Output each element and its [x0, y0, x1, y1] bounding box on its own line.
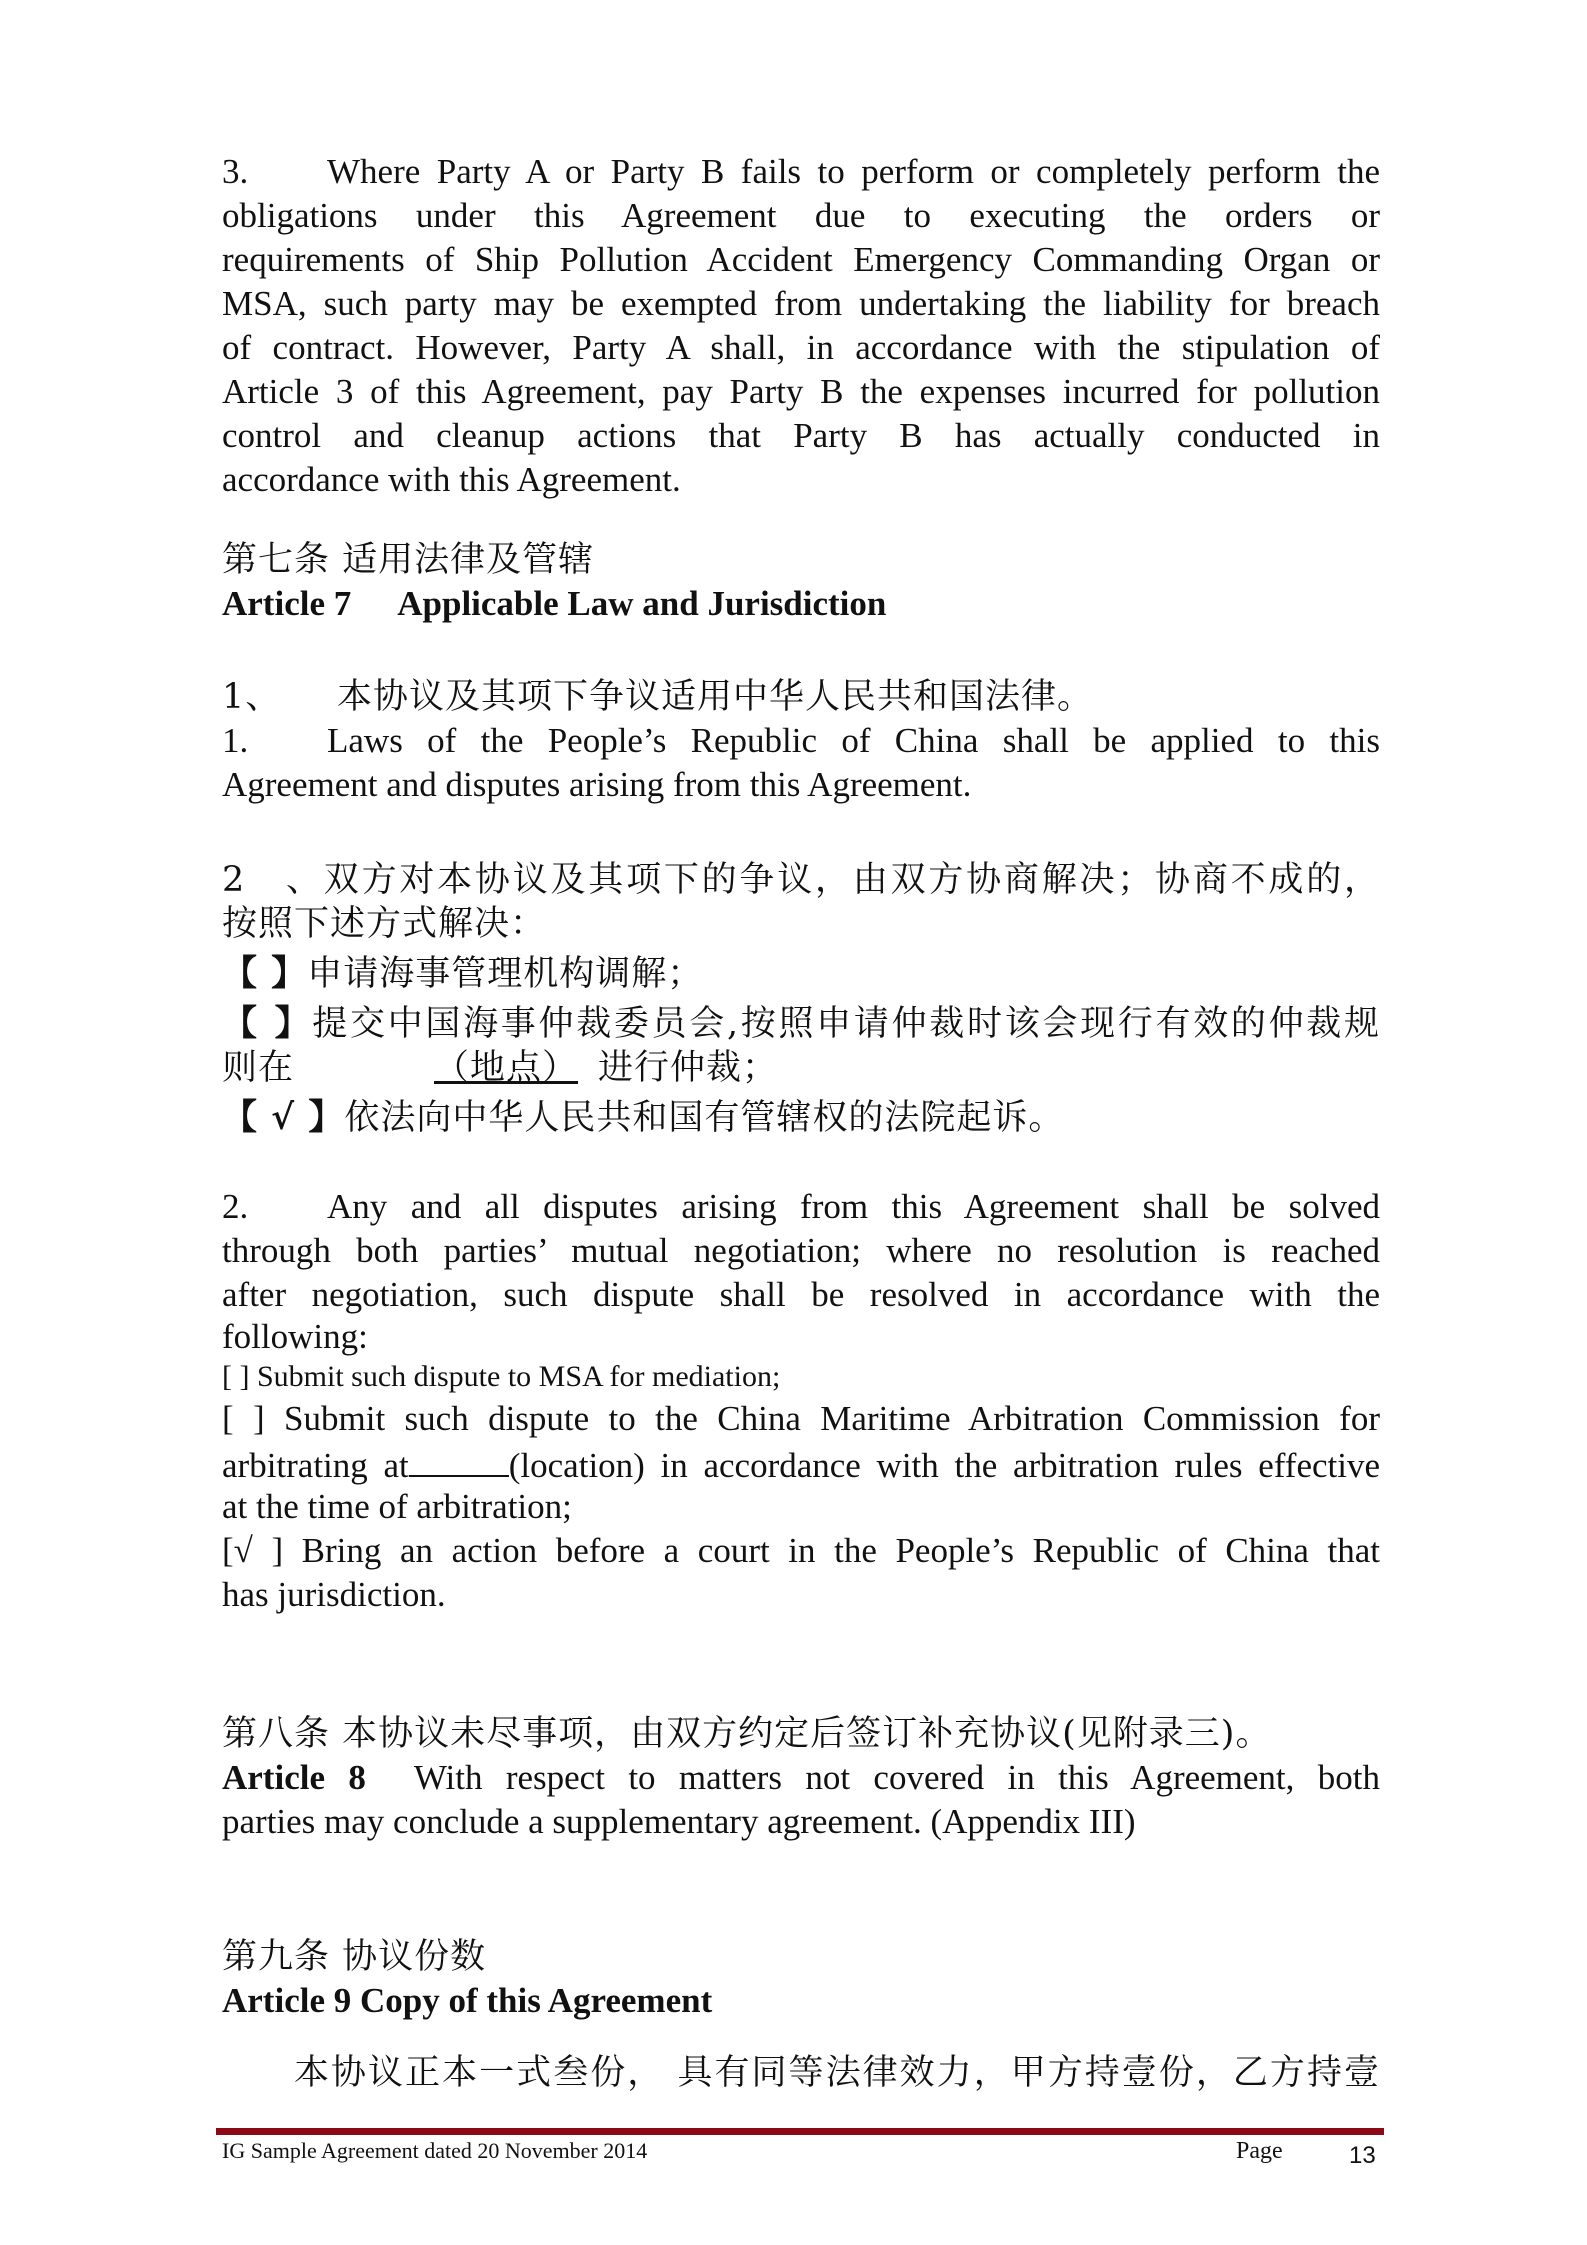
- paragraph-line: Agreement and disputes arising from this Agreement.: [222, 765, 972, 804]
- option-line: [ ] Submit such dispute to MSA for mediation;: [222, 1360, 781, 1393]
- option-line: 【 】申请海事管理机构调解；: [222, 953, 704, 994]
- article-heading-en: Article 9 Copy of this Agreement: [222, 1981, 713, 2020]
- paragraph-line: requirements of Ship Pollution Accident Emergency Commanding Organ or: [222, 240, 1380, 279]
- option-line: 【 】提交中国海事仲裁委员会,按照申请仲裁时该会现行有效的仲裁规: [222, 1003, 1380, 1044]
- item-number: 3.: [222, 152, 249, 191]
- paragraph-line: Article 3 of this Agreement, pay Party B the expenses incurred for pollution: [222, 372, 1380, 411]
- paragraph-line: 本协议正本一式叁份， 具有同等法律效力，甲方持壹份，乙方持壹: [294, 2053, 1380, 2093]
- option-line: [√ ] Bring an action before a court in the People’s Republic of China that: [222, 1531, 1380, 1570]
- location-blank: [409, 1441, 509, 1477]
- option-line: at the time of arbitration;: [222, 1487, 572, 1526]
- article-7-item-1: [222, 675, 1380, 807]
- footer-page-number: 13: [1349, 2142, 1376, 2169]
- article-8: [222, 1712, 1380, 1844]
- paragraph-line: obligations under this Agreement due to executing the orders or: [222, 196, 1380, 235]
- checkbox-bracket: 【 】: [222, 953, 308, 994]
- paragraph-line: 1. Laws of the People’s Republic of China shall be applied to this: [222, 721, 1380, 760]
- article-7-item-2-en: [222, 1185, 1380, 1617]
- option-line: 则在 （地点） 进行仲裁；: [222, 1048, 779, 1088]
- article-7-item-2-cn: [222, 858, 1380, 1140]
- article-label: Article 8: [222, 1758, 366, 1797]
- article-heading-en: Article 7 Applicable Law and Jurisdiction: [222, 584, 887, 623]
- paragraph-line: 1、 本协议及其项下争议适用中华人民共和国法律。: [222, 677, 1094, 717]
- footer-page-label: Page: [1236, 2138, 1283, 2164]
- paragraph-line: control and cleanup actions that Party B has actually conducted in: [222, 416, 1380, 455]
- paragraph-line: following:: [222, 1317, 368, 1356]
- option-line: [ ] Submit such dispute to the China Maritime Arbitration Commission for: [222, 1399, 1380, 1438]
- checkbox-bracket-checked: 【 √ 】: [222, 1097, 345, 1138]
- article-7-heading: [222, 538, 1380, 626]
- option-line: arbitrating at (location) in accordance with the arbitration rules effective: [222, 1441, 1380, 1485]
- footer-left-text: IG Sample Agreement dated 20 November 2014: [222, 2138, 648, 2163]
- article-heading-cn: 第八条 本协议未尽事项，由双方约定后签订补充协议(见附录三)。: [222, 1714, 1272, 1754]
- article-heading-cn: 第七条 适用法律及管辖: [222, 540, 595, 580]
- option-line: 【 √ 】依法向中华人民共和国有管辖权的法院起诉。: [222, 1097, 1065, 1138]
- paragraph-line: MSA, such party may be exempted from undertaking the liability for breach: [222, 284, 1380, 323]
- checkbox-bracket: 【 】: [222, 1003, 313, 1044]
- article-heading-cn: 第九条 协议份数: [222, 1937, 487, 1977]
- location-blank: （地点）: [434, 1048, 579, 1088]
- paragraph-line: 2、双方对本协议及其项下的争议，由双方协商解决；协商不成的，: [222, 860, 1380, 900]
- article-6-item-3: [222, 150, 1380, 502]
- paragraph-line: of contract. However, Party A shall, in accordance with the stipulation of: [222, 328, 1380, 367]
- paragraph-line: 2. Any and all disputes arising from this Agreement shall be solved: [222, 1187, 1380, 1226]
- option-line: has jurisdiction.: [222, 1575, 446, 1614]
- paragraph-line: parties may conclude a supplementary agreement. (Appendix III): [222, 1802, 1136, 1841]
- paragraph-line: Article 8 With respect to matters not covered in this Agreement, both: [222, 1758, 1380, 1797]
- paragraph-line: after negotiation, such dispute shall be resolved in accordance with the: [222, 1275, 1380, 1314]
- article-9: [222, 1935, 1380, 2095]
- paragraph-line: accordance with this Agreement.: [222, 460, 681, 499]
- paragraph-line: 3. Where Party A or Party B fails to perform or completely perform the: [222, 150, 1380, 194]
- paragraph-line: 按照下述方式解决：: [222, 904, 547, 944]
- paragraph-line: through both parties’ mutual negotiation; where no resolution is reached: [222, 1231, 1380, 1270]
- footer-rule: [216, 2128, 1384, 2135]
